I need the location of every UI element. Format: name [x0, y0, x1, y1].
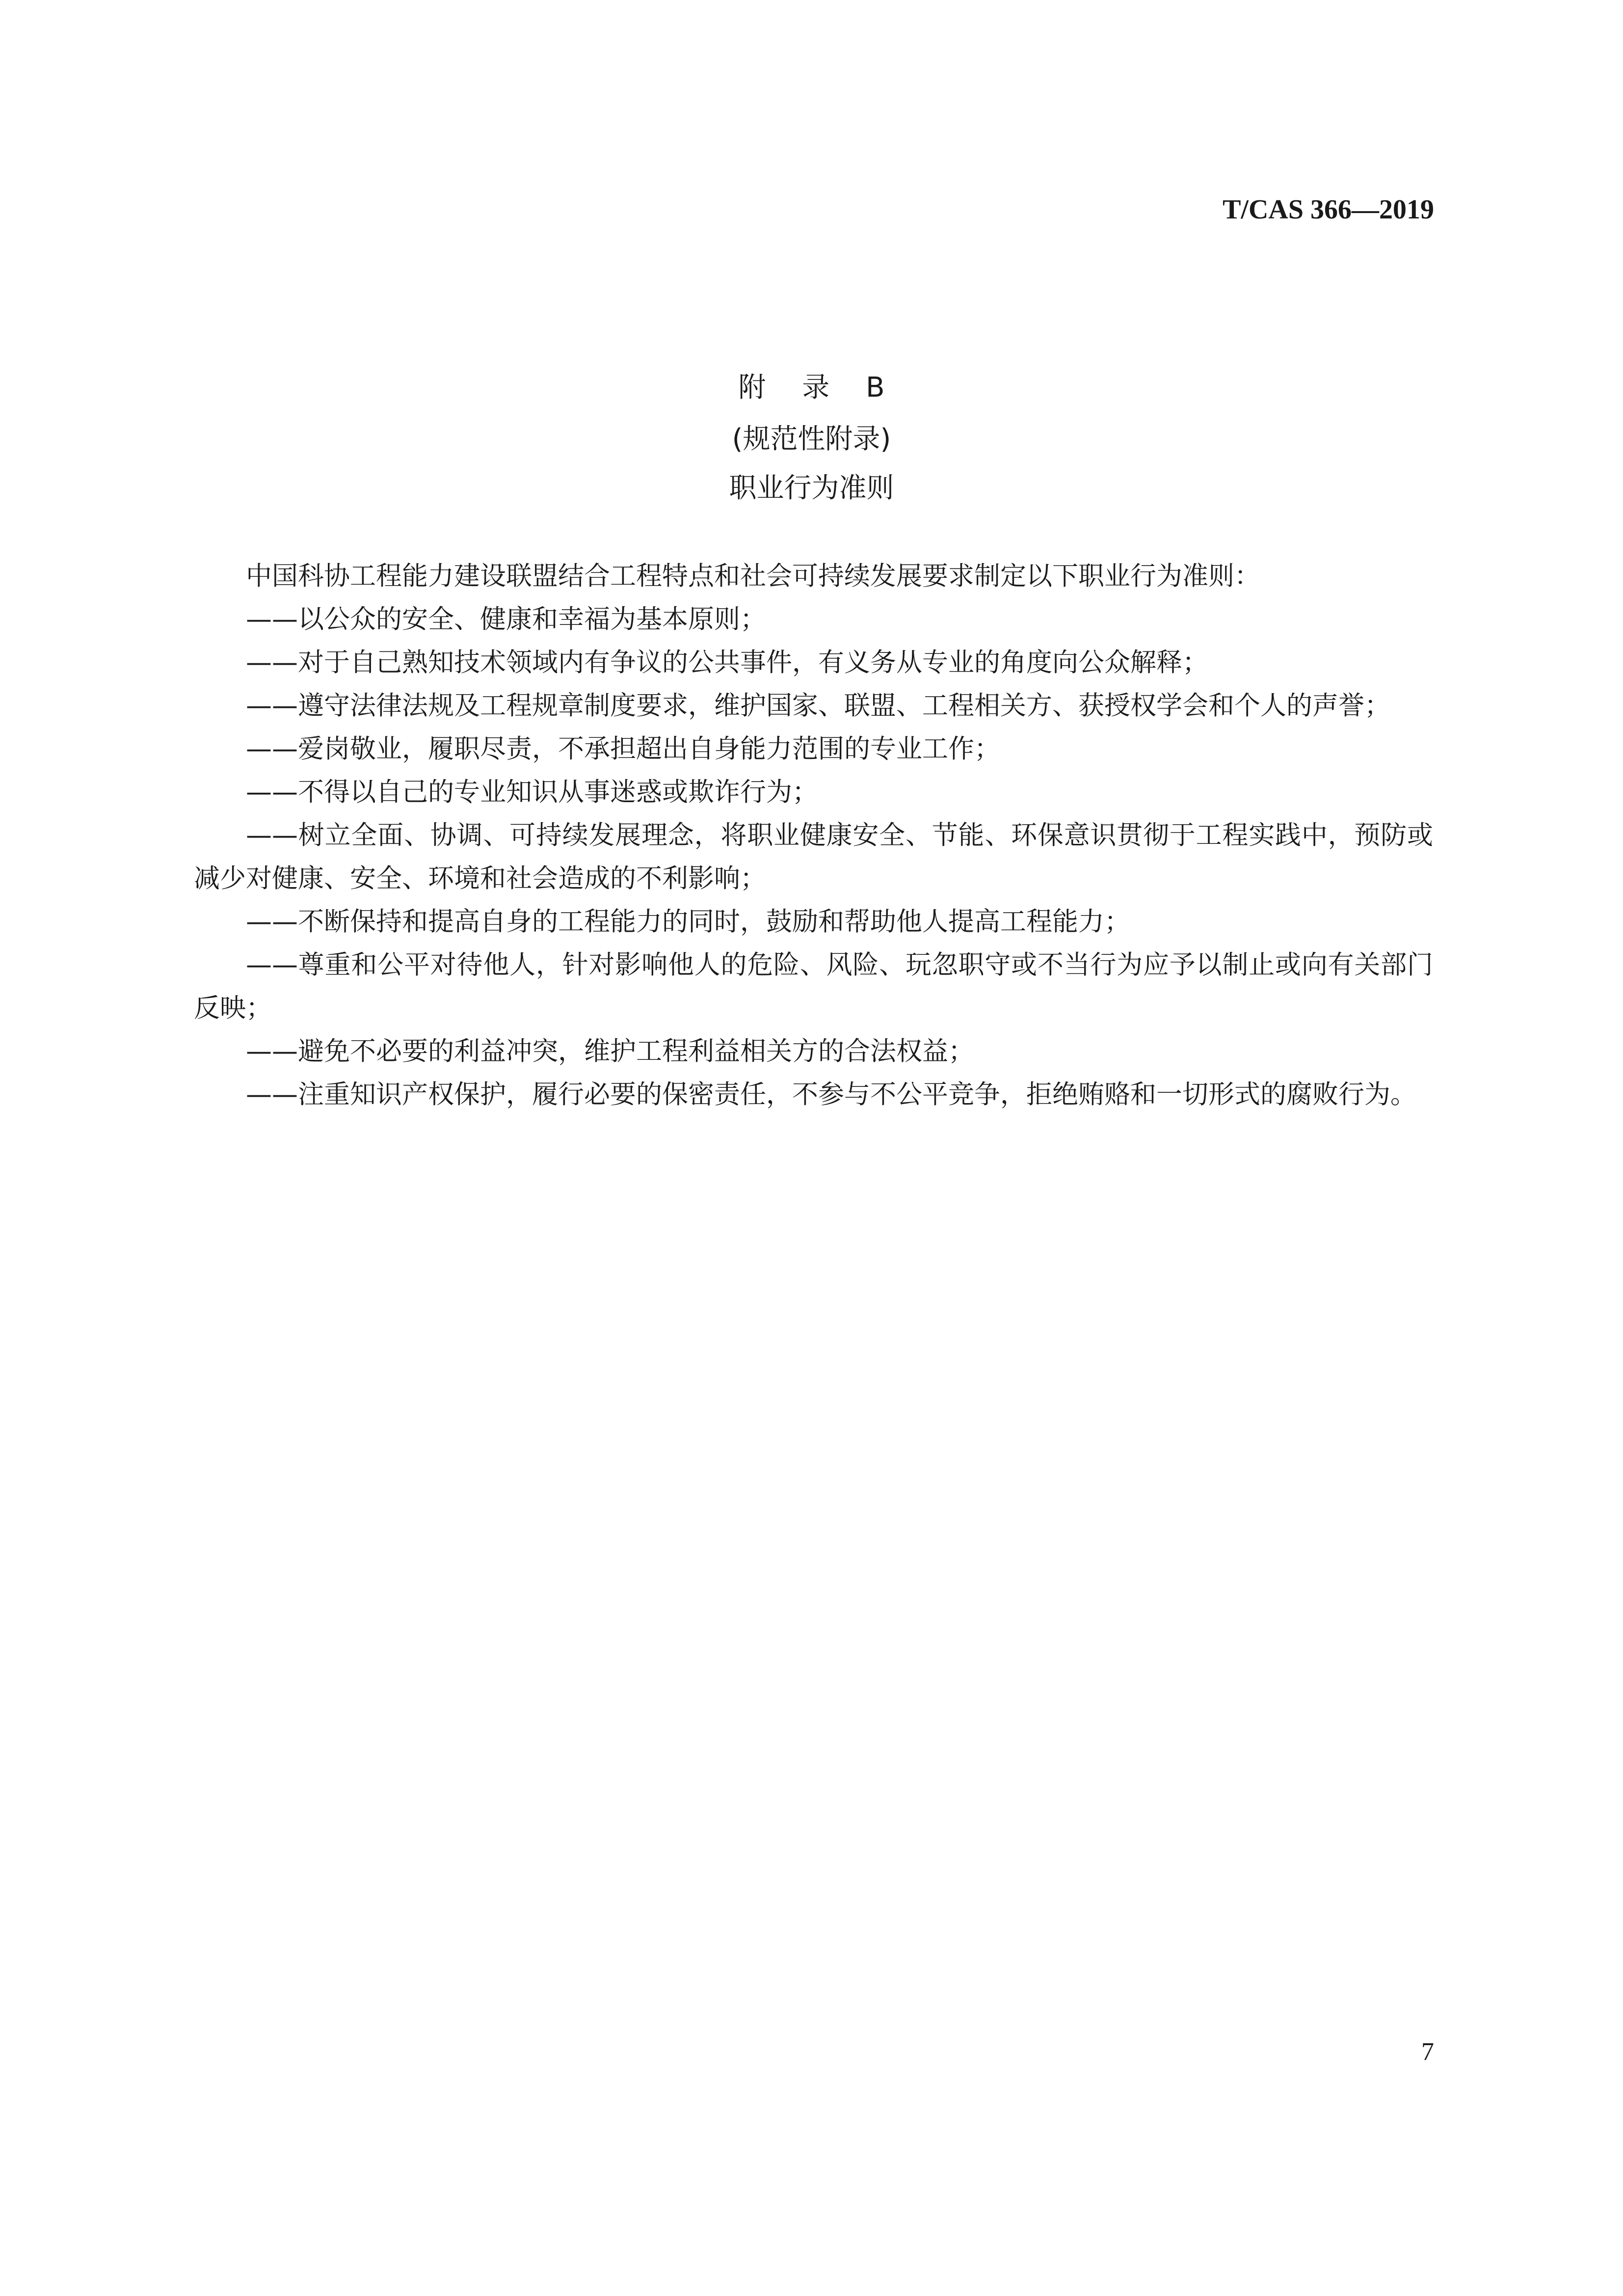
list-item: ——不得以自己的专业知识从事迷惑或欺诈行为； [246, 777, 818, 807]
list-item: ——以公众的安全、健康和幸福为基本原则； [246, 604, 766, 634]
intro-paragraph: 中国科协工程能力建设联盟结合工程特点和社会可持续发展要求制定以下职业行为准则： [246, 561, 1260, 591]
list-item: ——对于自己熟知技术领域内有争议的公共事件，有义务从专业的角度向公众解释； [246, 648, 1208, 677]
document-body [194, 555, 1433, 1116]
page-number: 7 [1421, 2038, 1434, 2066]
list-item: ——爱岗敬业，履职尽责，不承担超出自身能力范围的专业工作； [246, 734, 1000, 764]
annex-title: 附 录 B [738, 372, 899, 404]
annex-name: 职业行为准则 [729, 472, 894, 504]
standard-code: T/CAS 366—2019 [1223, 194, 1434, 225]
list-item: ——遵守法律法规及工程规章制度要求，维护国家、联盟、工程相关方、获授权学会和个人的声誉； [246, 691, 1390, 721]
list-item: ——注重知识产权保护，履行必要的保密责任，不参与不公平竞争，拒绝贿赂和一切形式的腐败行为。 [246, 1080, 1416, 1109]
list-item: ——尊重和公平对待他人，针对影响他人的危险、风险、玩忽职守或不当行为应予以制止或向有关部门反映； [194, 950, 1433, 1023]
list-item: ——避免不必要的利益冲突，维护工程利益相关方的合法权益； [246, 1036, 974, 1066]
list-item: ——不断保持和提高自身的工程能力的同时，鼓励和帮助他人提高工程能力； [246, 907, 1130, 937]
list-item: ——树立全面、协调、可持续发展理念，将职业健康安全、节能、环保意识贯彻于工程实践中，预防或减少对健康、安全、环境和社会造成的不利影响； [194, 820, 1433, 893]
annex-type: (规范性附录) [732, 423, 891, 455]
